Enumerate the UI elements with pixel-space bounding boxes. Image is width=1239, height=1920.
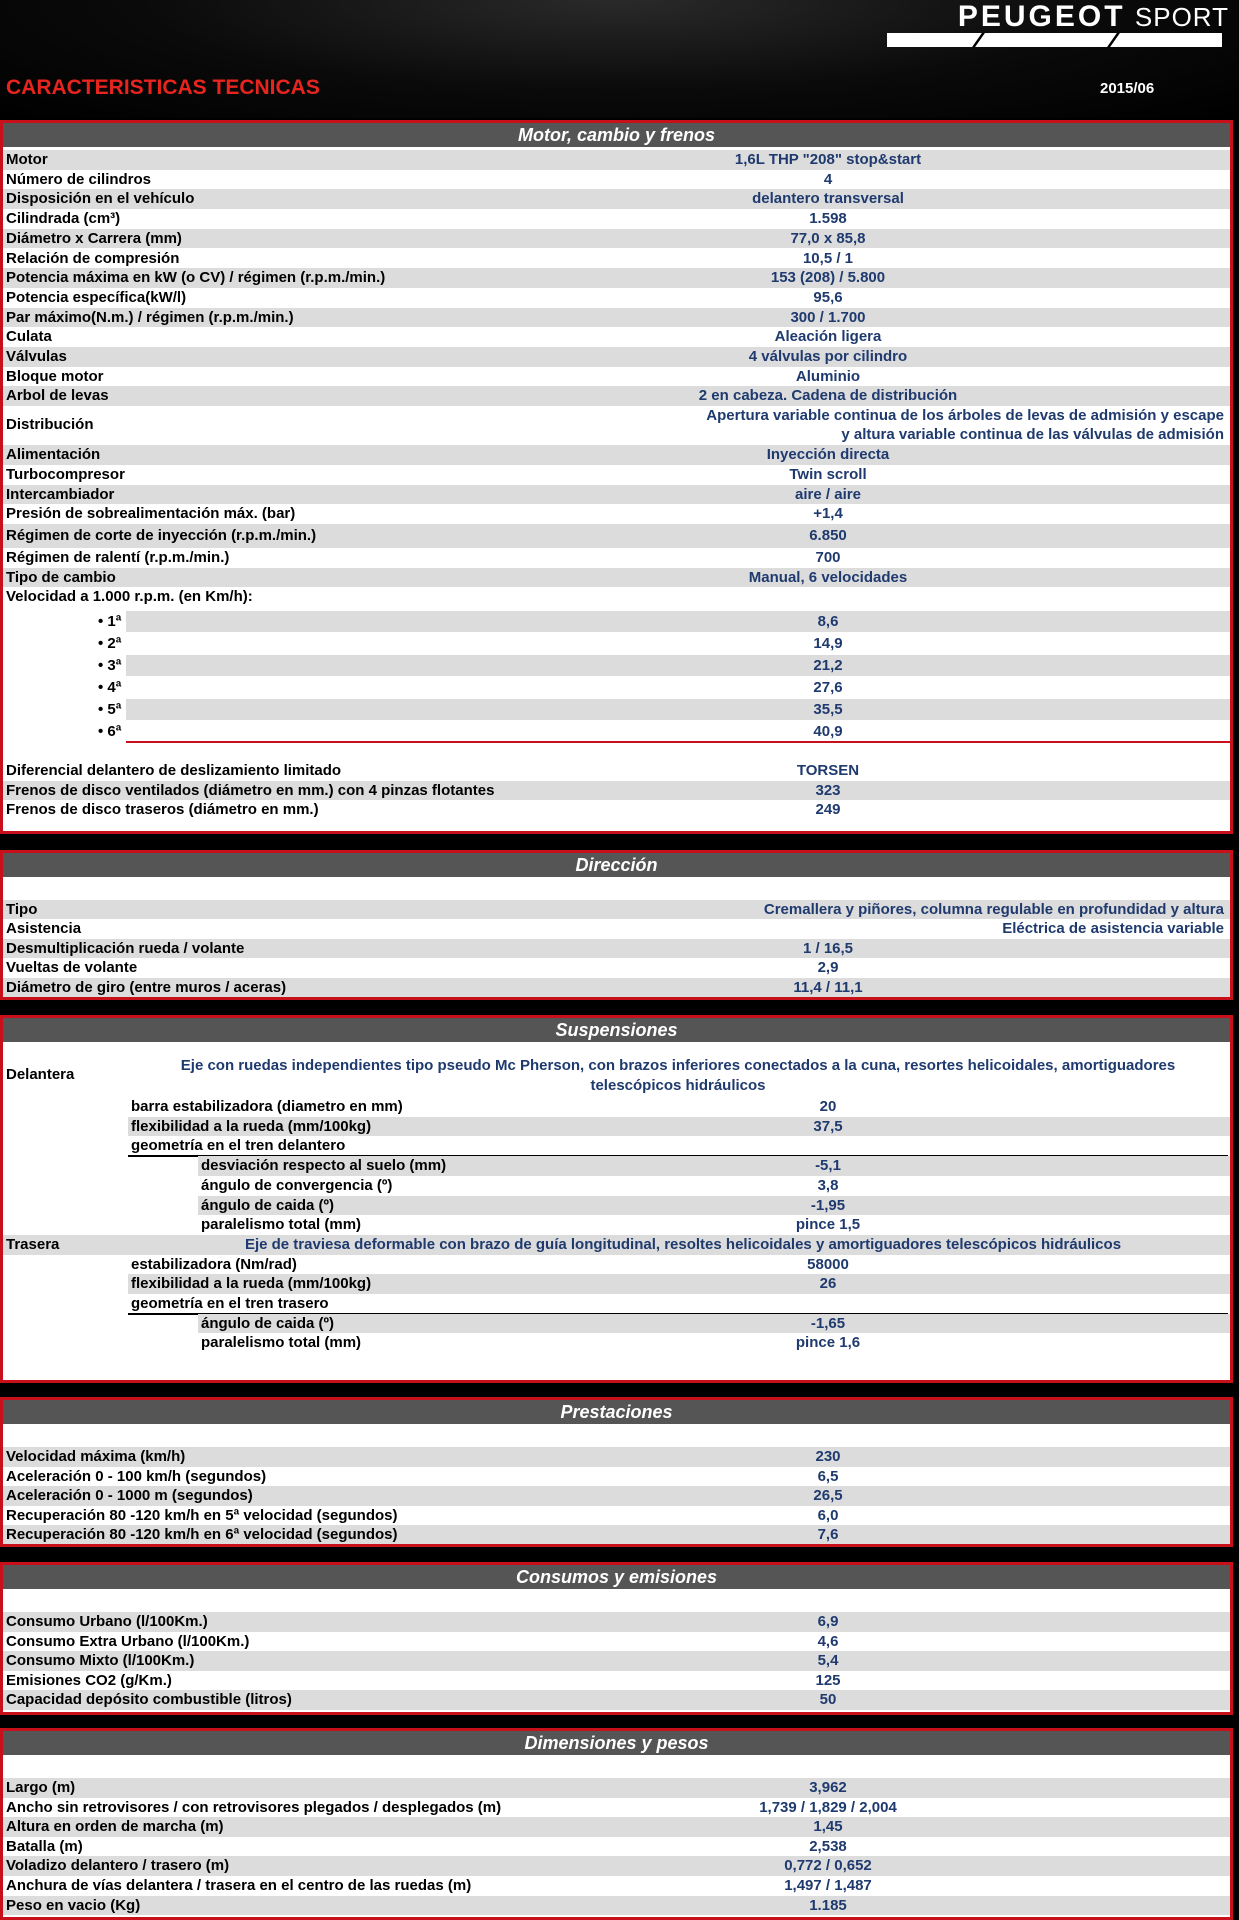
spec-label: paralelismo total (mm): [201, 1216, 362, 1234]
spec-value: 58000: [807, 1255, 849, 1273]
section-motor: [0, 120, 1233, 834]
spec-label: • 4ª: [98, 679, 122, 696]
spec-value: 4 válvulas por cilindro: [748, 348, 908, 365]
spec-label: Diámetro de giro (entre muros / aceras): [6, 978, 287, 996]
section-direccion: [0, 850, 1233, 1000]
spec-value: 4,6: [817, 1632, 839, 1650]
spec-row: [3, 1837, 1230, 1857]
spec-value: aire / aire: [795, 485, 861, 503]
spec-label: ángulo de caida (º): [201, 1314, 334, 1332]
trasera-label: Trasera: [6, 1235, 60, 1253]
spec-value: 26: [819, 1275, 837, 1293]
spec-value: 95,6: [813, 288, 843, 306]
spec-value: 3,8: [817, 1176, 839, 1194]
section-dimensiones: [0, 1728, 1233, 1920]
section-title: Motor, cambio y frenos: [3, 123, 1230, 147]
spec-label: Capacidad depósito combustible (litros): [6, 1691, 292, 1709]
section-title: Consumos y emisiones: [3, 1565, 1230, 1589]
spec-label: Régimen de corte de inyección (r.p.m./min.): [6, 526, 317, 544]
spec-value: 1,45: [813, 1818, 843, 1836]
spec-value: -1,65: [810, 1314, 846, 1332]
spec-value: 27,6: [813, 679, 843, 696]
spec-row: [3, 781, 1230, 801]
spec-value: 6,9: [817, 1613, 839, 1630]
spec-value: 249: [815, 801, 841, 818]
spec-value: 6,0: [817, 1506, 839, 1524]
delantera-block: [3, 1056, 1230, 1096]
spec-label: • 5ª: [98, 701, 122, 718]
spec-value: delantero transversal: [752, 190, 904, 208]
spec-row: [3, 1817, 1230, 1837]
spec-row: [3, 1876, 1230, 1896]
spec-value: 6.850: [809, 526, 847, 544]
spec-row: [3, 209, 1230, 229]
spec-label: Peso en vacio (Kg): [6, 1896, 141, 1914]
spec-label: Anchura de vías delantera / trasera en el centro de las ruedas (m): [6, 1877, 472, 1894]
spec-row: [3, 367, 1230, 387]
spec-label: Frenos de disco ventilados (diámetro en mm.) con 4 pinzas flotantes: [6, 781, 495, 799]
spec-label: geometría en el tren delantero: [131, 1137, 346, 1155]
spec-label: Alimentación: [6, 446, 101, 464]
spec-label: estabilizadora (Nm/rad): [131, 1255, 297, 1273]
spec-label: • 3ª: [98, 657, 122, 674]
spec-value: Cremallera y piñores, columna regulable en profundidad y altura: [763, 901, 1224, 918]
spec-label: Altura en orden de marcha (m): [6, 1818, 224, 1836]
spec-row: [3, 229, 1230, 249]
spec-row: [3, 548, 1230, 568]
spec-label: Frenos de disco traseros (diámetro en mm.): [6, 801, 319, 818]
spec-row: [128, 1294, 1230, 1314]
spec-label: Tipo: [6, 901, 38, 918]
spec-label: Asistencia: [6, 920, 82, 938]
page-title: CARACTERISTICAS TECNICAS: [6, 76, 320, 99]
section-title: Dimensiones y pesos: [3, 1731, 1230, 1755]
spec-row: [3, 1525, 1230, 1545]
spec-row: [3, 1486, 1230, 1506]
delantera-label: Delantera: [6, 1066, 75, 1083]
spec-label: Largo (m): [6, 1779, 76, 1796]
spec-value: 300 / 1.700: [790, 308, 866, 326]
spec-row: [198, 1196, 1230, 1216]
spec-row: [128, 1136, 1230, 1156]
spec-label: Cilindrada (cm³): [6, 210, 121, 228]
spec-value: 35,5: [813, 701, 843, 718]
spec-value: 4: [823, 170, 833, 188]
spec-value: Eléctrica de asistencia variable: [1002, 920, 1224, 938]
spec-label: Tipo de cambio: [6, 568, 116, 586]
spec-label: Diferencial delantero de deslizamiento limitado: [6, 762, 342, 779]
spec-value: Twin scroll: [789, 465, 867, 483]
spec-label: Velocidad a 1.000 r.p.m. (en Km/h):: [6, 588, 253, 606]
spec-row: [128, 1117, 1230, 1137]
spec-value: 323: [815, 781, 841, 799]
spec-row: [3, 1447, 1230, 1467]
spec-label: • 2ª: [98, 635, 122, 652]
spec-label: Válvulas: [6, 348, 67, 365]
spec-row: [198, 1156, 1230, 1176]
spec-value: 125: [815, 1671, 841, 1689]
spec-value: 37,5: [813, 1117, 843, 1135]
spec-row: [3, 504, 1230, 524]
spec-value: 3,962: [809, 1779, 847, 1796]
spec-row: [3, 1467, 1230, 1487]
spec-row: [198, 1333, 1230, 1353]
spec-value: Aleación ligera: [774, 328, 882, 346]
spec-value: 50: [819, 1691, 837, 1709]
spec-label: Diámetro x Carrera (mm): [6, 229, 182, 247]
spec-row: [98, 655, 1230, 676]
spec-label: ángulo de convergencia (º): [201, 1176, 393, 1194]
spec-value: 20: [819, 1098, 837, 1115]
spec-row: [3, 1856, 1230, 1876]
spec-row: [3, 288, 1230, 308]
spec-row: [3, 485, 1230, 505]
spec-label: desviación respecto al suelo (mm): [201, 1157, 447, 1175]
spec-row: [98, 699, 1230, 720]
spec-value: pince 1,6: [795, 1334, 861, 1352]
spec-label: Consumo Urbano (l/100Km.): [6, 1613, 208, 1630]
spec-value: 1,739 / 1,829 / 2,004: [759, 1798, 897, 1816]
spec-row: [3, 1671, 1230, 1691]
spec-row: [3, 900, 1230, 919]
spec-label: Relación de compresión: [6, 249, 180, 267]
trasera-block: [3, 1235, 1230, 1255]
spec-value: 230: [815, 1448, 841, 1465]
spec-row: [3, 1798, 1230, 1818]
spec-row: [3, 587, 1230, 607]
spec-label: Bloque motor: [6, 367, 104, 385]
spec-label: Ancho sin retrovisores / con retrovisores plegados / desplegados (m): [6, 1798, 502, 1816]
spec-row: [128, 1097, 1230, 1117]
spec-value: -1,95: [810, 1196, 846, 1214]
spec-label: Par máximo(N.m.) / régimen (r.p.m./min.): [6, 308, 294, 326]
spec-label: Distribución: [6, 416, 94, 434]
spec-label: Motor: [6, 151, 48, 168]
spec-value: 21,2: [813, 657, 843, 674]
spec-value: Inyección directa: [766, 446, 890, 464]
spec-label: Recuperación 80 -120 km/h en 6ª velocidad (segundos): [6, 1526, 398, 1543]
spec-row: [128, 1255, 1230, 1275]
spec-value: 1.598: [809, 210, 847, 228]
spec-value: 6,5: [817, 1467, 839, 1485]
spec-value: 8,6: [817, 613, 839, 630]
spec-row: [3, 308, 1230, 328]
spec-value-line1: Apertura variable continua de los árboles de levas de admisión y escape: [706, 407, 1224, 425]
gears-underline: [126, 741, 1230, 743]
spec-row: [3, 958, 1230, 977]
section-title: Suspensiones: [3, 1018, 1230, 1042]
spec-row: [198, 1314, 1230, 1334]
spec-row: [3, 800, 1230, 820]
section-title: Dirección: [3, 853, 1230, 877]
spec-row: [98, 721, 1230, 742]
spec-value: -5,1: [815, 1157, 841, 1175]
spec-label: Régimen de ralentí (r.p.m./min.): [6, 548, 230, 566]
spec-row: [98, 633, 1230, 654]
spec-value: 5,4: [817, 1652, 839, 1670]
spec-value: 1,6L THP "208" stop&start: [734, 151, 922, 168]
spec-label: Desmultiplicación rueda / volante: [6, 939, 245, 957]
spec-row: [3, 347, 1230, 367]
spec-row: [98, 677, 1230, 698]
spec-label: flexibilidad a la rueda (mm/100kg): [131, 1275, 372, 1293]
spec-label: Culata: [6, 328, 52, 346]
spec-label: Recuperación 80 -120 km/h en 5ª velocidad (segundos): [6, 1506, 398, 1524]
spec-label: Vueltas de volante: [6, 959, 138, 977]
spec-value: 1.185: [809, 1896, 847, 1914]
spec-value: TORSEN: [796, 762, 860, 779]
spec-row: [3, 1896, 1230, 1916]
spec-row: [3, 568, 1230, 588]
spec-label: Aceleración 0 - 100 km/h (segundos): [6, 1467, 267, 1485]
spec-label: Potencia máxima en kW (o CV) / régimen (r.p.m./min.): [6, 269, 386, 287]
section-consumos: [0, 1562, 1233, 1715]
spec-row: [3, 1612, 1230, 1632]
spec-row: [3, 1690, 1230, 1710]
spec-value: 1,497 / 1,487: [784, 1877, 872, 1894]
section-prestaciones: [0, 1397, 1233, 1547]
spec-label: Aceleración 0 - 1000 m (segundos): [6, 1487, 253, 1504]
spec-row: [3, 939, 1230, 958]
spec-value: pince 1,5: [795, 1216, 861, 1234]
spec-label: Turbocompresor: [6, 465, 125, 483]
peugeot-sport-logo: [879, 0, 1229, 50]
spec-label: Número de cilindros: [6, 170, 152, 188]
spec-row: [3, 919, 1230, 938]
spec-row: [3, 761, 1230, 781]
spec-label: geometría en el tren trasero: [131, 1295, 329, 1312]
spec-row: [3, 524, 1230, 548]
brand-stripe: [887, 33, 1222, 47]
spec-value: 1 / 16,5: [802, 939, 854, 957]
spec-value: 2,9: [817, 959, 839, 977]
spec-row: [3, 465, 1230, 485]
spec-value: 153 (208) / 5.800: [770, 269, 886, 287]
spec-value: +1,4: [813, 505, 843, 523]
spec-label: • 6ª: [98, 723, 122, 740]
spec-label: paralelismo total (mm): [201, 1334, 362, 1352]
spec-row: [3, 150, 1230, 170]
spec-row: [3, 189, 1230, 209]
spec-value: 26,5: [813, 1487, 843, 1504]
spec-row: [3, 978, 1230, 997]
spec-label: Arbol de levas: [6, 387, 109, 405]
brand-name-sub: SPORT: [1134, 2, 1229, 32]
spec-value: Manual, 6 velocidades: [748, 568, 908, 586]
spec-row: [98, 611, 1230, 632]
spec-value: 10,5 / 1: [802, 249, 854, 267]
spec-label: • 1ª: [98, 613, 122, 630]
spec-value: 0,772 / 0,652: [784, 1857, 872, 1875]
spec-label: barra estabilizadora (diametro en mm): [131, 1098, 403, 1115]
spec-row: [3, 170, 1230, 190]
spec-row: [3, 386, 1230, 406]
spec-value: 77,0 x 85,8: [790, 229, 866, 247]
spec-label: Voladizo delantero / trasero (m): [6, 1857, 230, 1875]
spec-row: [3, 268, 1230, 288]
spec-value-line2: y altura variable continua de las válvulas de admisión: [841, 426, 1224, 444]
spec-value: 2 en cabeza. Cadena de distribución: [698, 387, 958, 405]
spec-row: [3, 1778, 1230, 1798]
spec-row: [128, 1274, 1230, 1294]
section-title: Prestaciones: [3, 1400, 1230, 1424]
spec-value: Aluminio: [795, 367, 861, 385]
brand-name-main: PEUGEOT: [957, 0, 1126, 33]
spec-label: Batalla (m): [6, 1837, 83, 1855]
spec-label: Consumo Extra Urbano (l/100Km.): [6, 1632, 250, 1650]
spec-label: Emisiones CO2 (g/Km.): [6, 1671, 172, 1689]
spec-row: [3, 1651, 1230, 1671]
spec-row: [198, 1176, 1230, 1196]
spec-row: [3, 1506, 1230, 1526]
spec-row: [198, 1215, 1230, 1235]
document-date: 2015/06: [1100, 80, 1155, 97]
spec-label: Intercambiador: [6, 485, 115, 503]
spec-value: 7,6: [817, 1526, 839, 1543]
spec-label: Disposición en el vehículo: [6, 190, 195, 208]
spec-value: 700: [815, 548, 841, 566]
spec-label: flexibilidad a la rueda (mm/100kg): [131, 1117, 372, 1135]
spec-label: Velocidad máxima (km/h): [6, 1448, 186, 1465]
spec-row: [3, 1632, 1230, 1652]
spec-label: Potencia específica(kW/l): [6, 288, 187, 306]
spec-row: [3, 249, 1230, 269]
spec-label: Consumo Mixto (l/100Km.): [6, 1652, 195, 1670]
spec-value: 11,4 / 11,1: [793, 978, 863, 996]
spec-row: [3, 406, 1230, 444]
spec-value: 2,538: [809, 1837, 847, 1855]
spec-value: 40,9: [813, 723, 843, 740]
spec-value: 14,9: [813, 635, 843, 652]
spec-row: [3, 445, 1230, 465]
spec-row: [3, 327, 1230, 347]
spec-label: ángulo de caida (º): [201, 1196, 334, 1214]
spec-label: Presión de sobrealimentación máx. (bar): [6, 505, 296, 523]
section-suspensiones: [0, 1015, 1233, 1383]
trasera-description: Eje de traviesa deformable con brazo de guía longitudinal, resoltes helicoidales y amortiguadores telescópicos hidráulicos: [244, 1235, 1122, 1253]
delantera-description: Eje con ruedas independientes tipo pseudo Mc Pherson, con brazos inferiores conectados a la cuna, resortes helicoidales, amortiguadores telescópicos hidráulicos: [180, 1057, 1176, 1094]
